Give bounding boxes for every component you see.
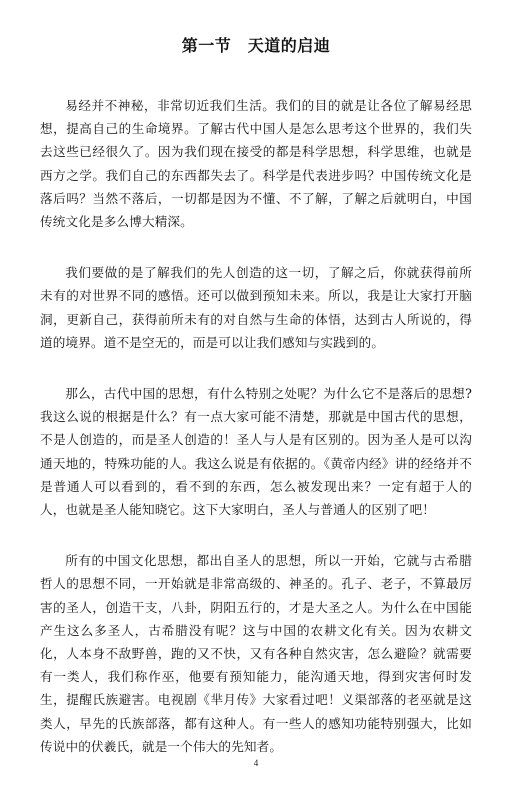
- paragraph-4: 所有的中国文化思想，都出自圣人的思想，所以一开始，它就与古希腊哲人的思想不同，一开始就是非常高级的、神圣的。孔子、老子，不算最厉害的圣人，创造干支，八卦，阴阳五行的，才是大圣之人。为什么在中国能产生这么多圣人，古希腊没有呢？这与中国的农耕文化有关。因为农耕文化，人本身不敌野兽，跑的又不快，又有各种自然灾害，怎么避险？就需要有一类人，我们称作巫，他要有预知能力，能沟通天地，得到灾害何时发生，提醒氏族避害。电视剧《芈月传》大家看过吧！义渠部落的老巫就是这类人，早先的氏族部落，都有这种人。有一些人的感知功能特别强大，比如传说中的伏羲氏，就是一个伟大的先知者。: [40, 553, 472, 754]
- paragraph-3: 那么，古代中国的思想，有什么特别之处呢？为什么它不是落后的思想?我这么说的根据是什么？有一点大家可能不清楚，那就是中国古代的思想，不是人创造的，而是圣人创造的！圣人与人是有区别的。因为圣人是可以沟通天地的，特殊功能的人。我这么说是有依据的。《黄帝内经》讲的经络并不是普通人可以看到的，看不到的东西，怎么被发现出来？一定有超于人的人，也就是圣人能知晓它。这下大家明白，圣人与普通人的区别了吧！: [40, 386, 472, 518]
- section-title: 第一节 天道的启迪: [181, 36, 331, 55]
- paragraph-2: 我们要做的是了解我们的先人创造的这一切，了解之后，你就获得前所未有的对世界不同的感悟。还可以做到预知未来。所以，我是让大家打开脑洞，更新自己，获得前所未有的对自然与生命的体悟，达到古人所说的，得道的境界。道不是空无的，而是可以让我们感知与实践到的。: [40, 265, 472, 350]
- body-text: [40, 94, 472, 786]
- page-number: 4: [253, 758, 259, 768]
- paragraph-1: 易经并不神秘，非常切近我们生活。我们的目的就是让各位了解易经思想，提高自己的生命境界。了解古代中国人是怎么思考这个世界的，我们失去这些已经很久了。因为我们现在接受的都是科学思想，科学思维，也就是西方之学。我们自己的东西都失去了。科学是代表进步吗？中国传统文化是落后吗？当然不落后，一切都是因为不懂、不了解，了解之后就明白，中国传统文化是多么博大精深。: [40, 98, 472, 230]
